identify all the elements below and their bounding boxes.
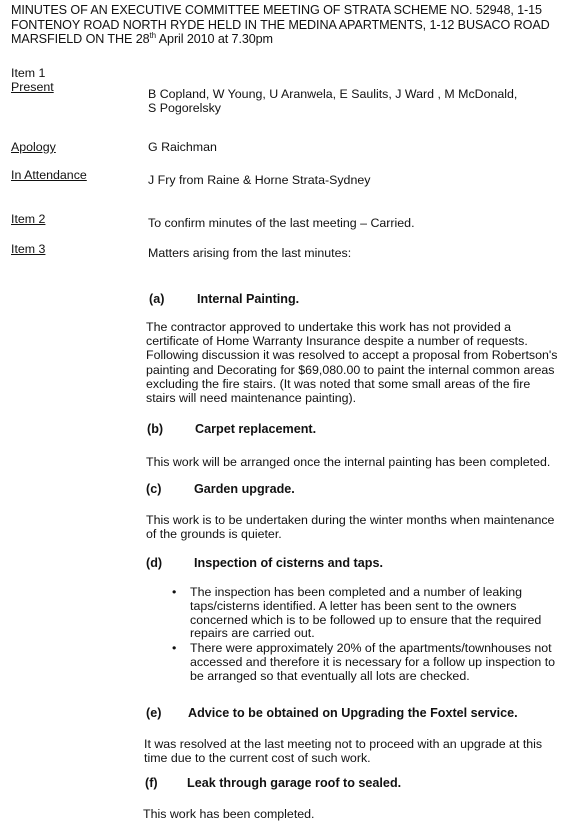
section-c-body xyxy=(146,513,562,541)
title-date-suffix: th xyxy=(149,30,157,40)
apology-label: Apology xyxy=(11,140,56,154)
present-names-line: S Pogorelsky xyxy=(148,101,222,115)
section-c-heading xyxy=(146,482,566,496)
title-line: MINUTES OF AN EXECUTIVE COMMITTEE MEETING OF STRATA SCHEME NO. 52948, 1-15 xyxy=(11,3,542,17)
section-a-body xyxy=(146,320,562,405)
section-title: Advice to be obtained on Upgrading the Foxtel service. xyxy=(188,706,518,720)
section-a-heading xyxy=(149,292,569,306)
present-names-line: B Copland, W Young, U Aranwela, E Saulits, J Ward , M McDonald, xyxy=(148,87,518,101)
body-line: certificate of Home Warranty Insurance despite a number of requests. xyxy=(146,334,528,349)
bullet-dot: • xyxy=(172,585,177,599)
present-label: Present xyxy=(11,80,54,94)
bullet-item xyxy=(170,642,562,683)
section-title: Garden upgrade. xyxy=(194,482,295,496)
body-line: of the grounds is quieter. xyxy=(146,527,282,542)
item2-label: Item 2 xyxy=(11,212,46,226)
attendance-label: In Attendance xyxy=(11,168,87,182)
bullet-line: accessed and therefore it is necessary for a follow up inspection to xyxy=(190,654,556,669)
item3-value: Matters arising from the last minutes: xyxy=(148,246,352,260)
body-line: excluding the fire stairs. (It was noted that some small areas of the fire xyxy=(146,376,531,391)
section-f-heading xyxy=(145,776,565,790)
bullet-line: taps/cisterns identified. A letter has been sent to the owners xyxy=(190,598,517,613)
bullet-line: There were approximately 20% of the apartments/townhouses not xyxy=(190,641,552,656)
section-d-bullet-list xyxy=(170,586,562,685)
body-line: This work will be arranged once the internal painting has been completed. xyxy=(146,455,551,469)
item1-label: Item 1 xyxy=(11,66,46,80)
present-value xyxy=(148,87,558,115)
bullet-line: concerned which is to be followed up to ensure that the required xyxy=(190,612,542,627)
section-e-heading xyxy=(146,706,566,720)
title-date-text: MARSFIELD ON THE 28 xyxy=(11,32,150,46)
section-e-body xyxy=(144,737,560,765)
section-title: Carpet replacement. xyxy=(195,422,317,436)
attendance-value: J Fry from Raine & Horne Strata-Sydney xyxy=(148,173,371,187)
apology-value: G Raichman xyxy=(148,140,217,154)
bullet-item xyxy=(170,586,562,641)
bullet-dot: • xyxy=(172,641,177,656)
section-b-heading xyxy=(147,422,567,436)
section-letter: (a) xyxy=(149,292,165,306)
section-letter: (d) xyxy=(146,556,163,570)
section-title: Internal Painting. xyxy=(197,292,300,306)
body-line: This work has been completed. xyxy=(143,807,315,821)
title-date-time: April 2010 at 7.30pm xyxy=(156,32,273,46)
bullet-line: repairs are carried out. xyxy=(190,626,315,641)
item3-label: Item 3 xyxy=(11,242,46,256)
title-line: FONTENOY ROAD NORTH RYDE HELD IN THE MEDINA APARTMENTS, 1-12 BUSACO ROAD xyxy=(11,17,550,32)
section-d-heading xyxy=(146,556,566,570)
section-title: Inspection of cisterns and taps. xyxy=(194,556,383,570)
item2-value: To confirm minutes of the last meeting – Carried. xyxy=(148,216,415,230)
section-title: Leak through garage roof to sealed. xyxy=(187,776,402,790)
body-line: time due to the current cost of such work. xyxy=(144,751,371,766)
section-letter: (b) xyxy=(147,422,164,436)
body-line: Following discussion it was resolved to accept a proposal from Robertson's xyxy=(146,348,558,363)
section-letter: (f) xyxy=(145,776,158,790)
section-b-body xyxy=(146,455,562,469)
section-letter: (c) xyxy=(146,482,162,496)
bullet-line: be arranged so that eventually all lots are checked. xyxy=(190,668,470,683)
section-f-body xyxy=(143,807,559,821)
section-letter: (e) xyxy=(146,706,162,720)
document-title xyxy=(11,3,567,47)
body-line: The contractor approved to undertake this work has not provided a xyxy=(146,320,512,334)
bullet-line: The inspection has been completed and a number of leaking xyxy=(190,585,523,599)
body-line: This work is to be undertaken during the winter months when maintenance xyxy=(146,513,555,527)
body-line: It was resolved at the last meeting not to proceed with an upgrade at this xyxy=(144,737,543,751)
body-line: stairs will need maintenance painting). xyxy=(146,391,357,406)
title-line xyxy=(11,32,567,47)
body-line: painting and Decorating for $69,080.00 to paint the internal common areas xyxy=(146,362,555,377)
